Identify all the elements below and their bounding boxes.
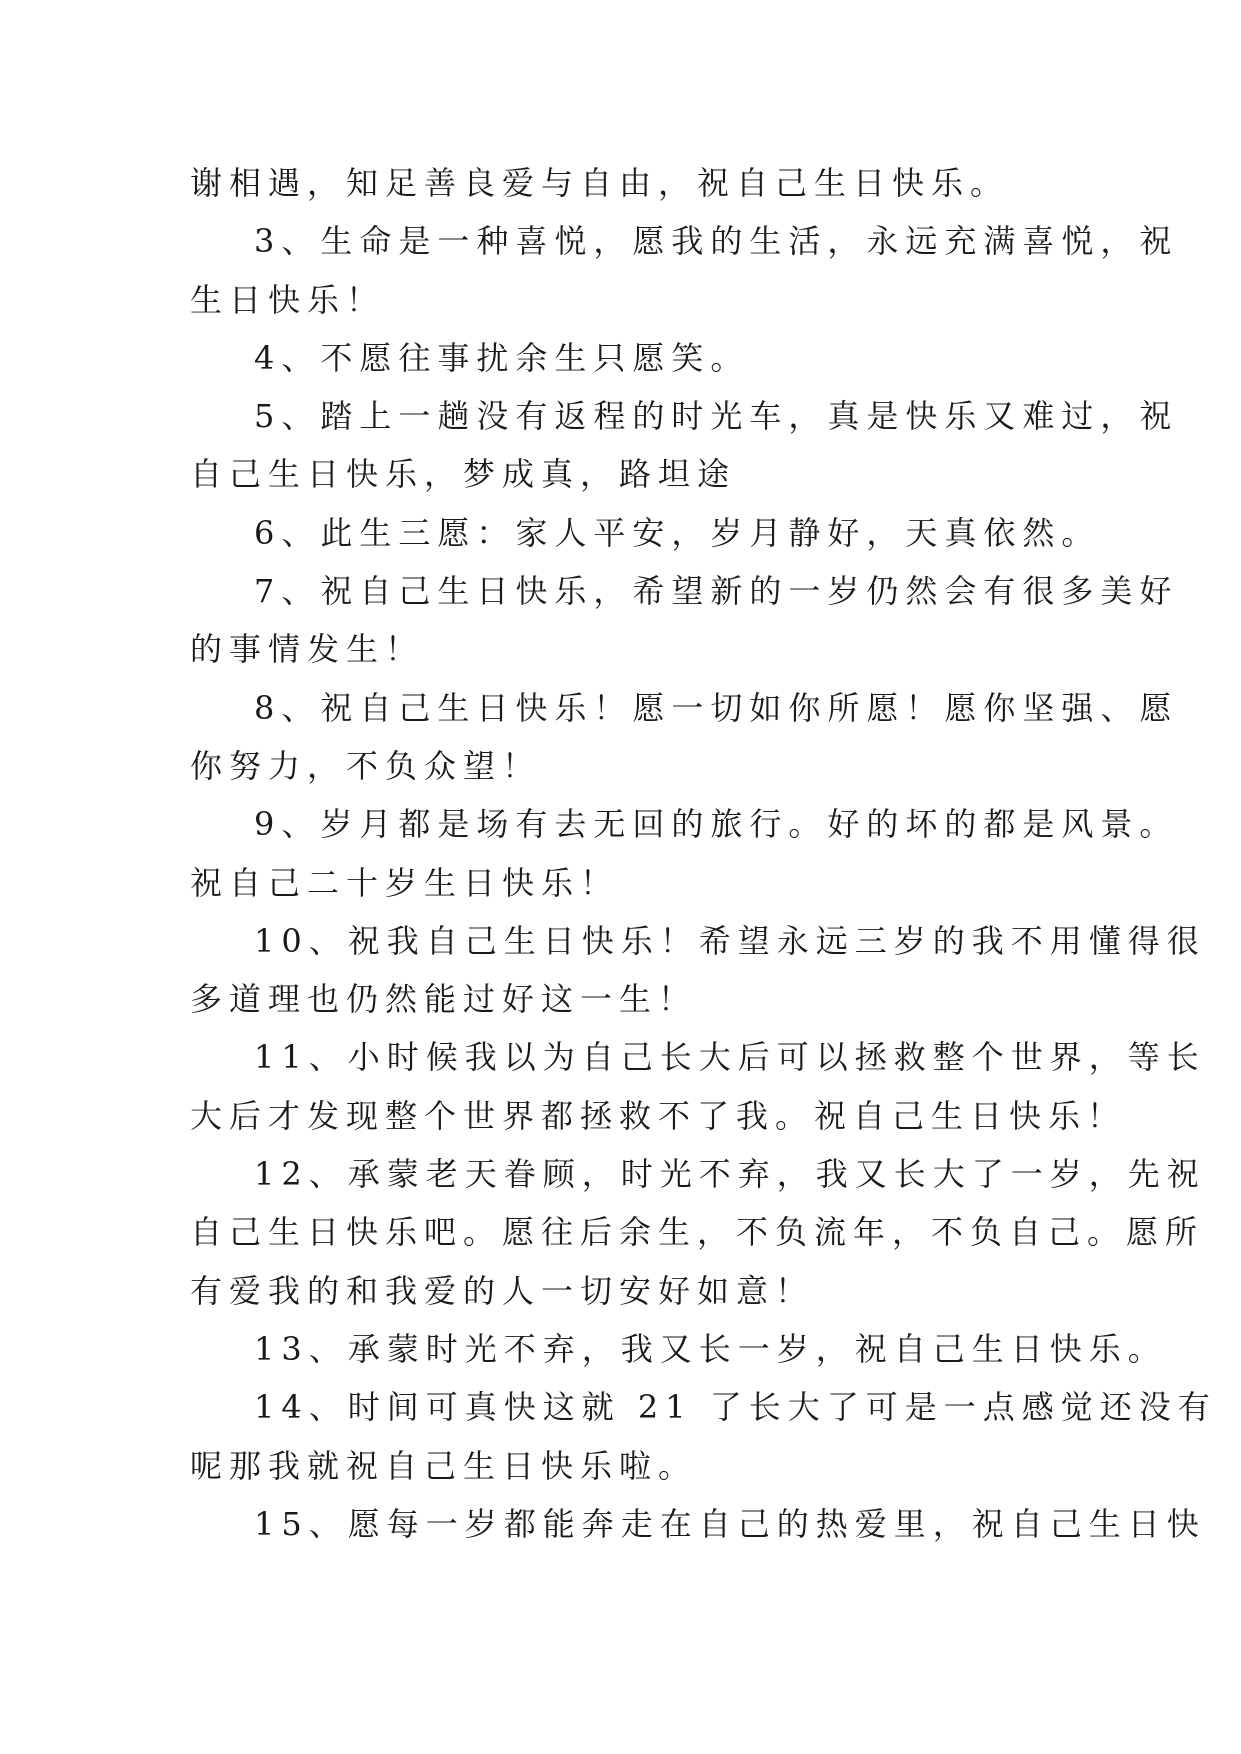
- list-item-7-line-1: 7、祝自己生日快乐，希望新的一岁仍然会有很多美好: [254, 572, 1179, 611]
- list-item-8-line-1: 8、祝自己生日快乐！愿一切如你所愿！愿你坚强、愿: [254, 688, 1179, 727]
- list-item-6: 6、此生三愿：家人平安，岁月静好，天真依然。: [254, 513, 1101, 552]
- list-item-9-line-1: 9、岁月都是场有去无回的旅行。好的坏的都是风景。: [254, 805, 1179, 844]
- list-item-14-line-1: 14、时间可真快这就 21 了长大了可是一点感觉还没有: [254, 1388, 1217, 1427]
- list-item-3-line-1: 3、生命是一种喜悦，愿我的生活，永远充满喜悦，祝: [254, 222, 1179, 261]
- list-item-13: 13、承蒙时光不弃，我又长一岁，祝自己生日快乐。: [254, 1329, 1167, 1368]
- list-item-11-line-2: 大后才发现整个世界都拯救不了我。祝自己生日快乐！: [190, 1096, 1127, 1135]
- list-item-15-line-1: 15、愿每一岁都能奔走在自己的热爱里，祝自己生日快: [254, 1504, 1206, 1543]
- list-item-8-line-2: 你努力，不负众望！: [190, 746, 542, 785]
- list-item-12-line-3: 有爱我的和我爱的人一切安好如意！: [190, 1271, 815, 1310]
- list-item-9-line-2: 祝自己二十岁生日快乐！: [190, 863, 620, 902]
- list-item-3-line-2: 生日快乐！: [190, 280, 386, 319]
- list-item-11-line-1: 11、小时候我以为自己长大后可以拯救整个世界，等长: [254, 1038, 1206, 1077]
- list-item-10-line-2: 多道理也仍然能过好这一生！: [190, 980, 698, 1019]
- list-item-12-line-2: 自己生日快乐吧。愿往后余生，不负流年，不负自己。愿所: [190, 1213, 1205, 1252]
- list-item-7-line-2: 的事情发生！: [190, 630, 425, 669]
- list-item-5-line-1: 5、踏上一趟没有返程的时光车，真是快乐又难过，祝: [254, 397, 1179, 436]
- list-item-5-line-2: 自己生日快乐，梦成真，路坦途: [190, 455, 737, 494]
- list-item-14-line-2: 呢那我就祝自己生日快乐啦。: [190, 1446, 698, 1485]
- list-item-4: 4、不愿往事扰余生只愿笑。: [254, 338, 750, 377]
- list-item-12-line-1: 12、承蒙老天眷顾，时光不弃，我又长大了一岁，先祝: [254, 1155, 1206, 1194]
- text-line: 谢相遇，知足善良爱与自由，祝自己生日快乐。: [190, 164, 1010, 202]
- document-body: [190, 154, 1217, 1553]
- list-item-10-line-1: 10、祝我自己生日快乐！希望永远三岁的我不用懂得很: [254, 921, 1206, 960]
